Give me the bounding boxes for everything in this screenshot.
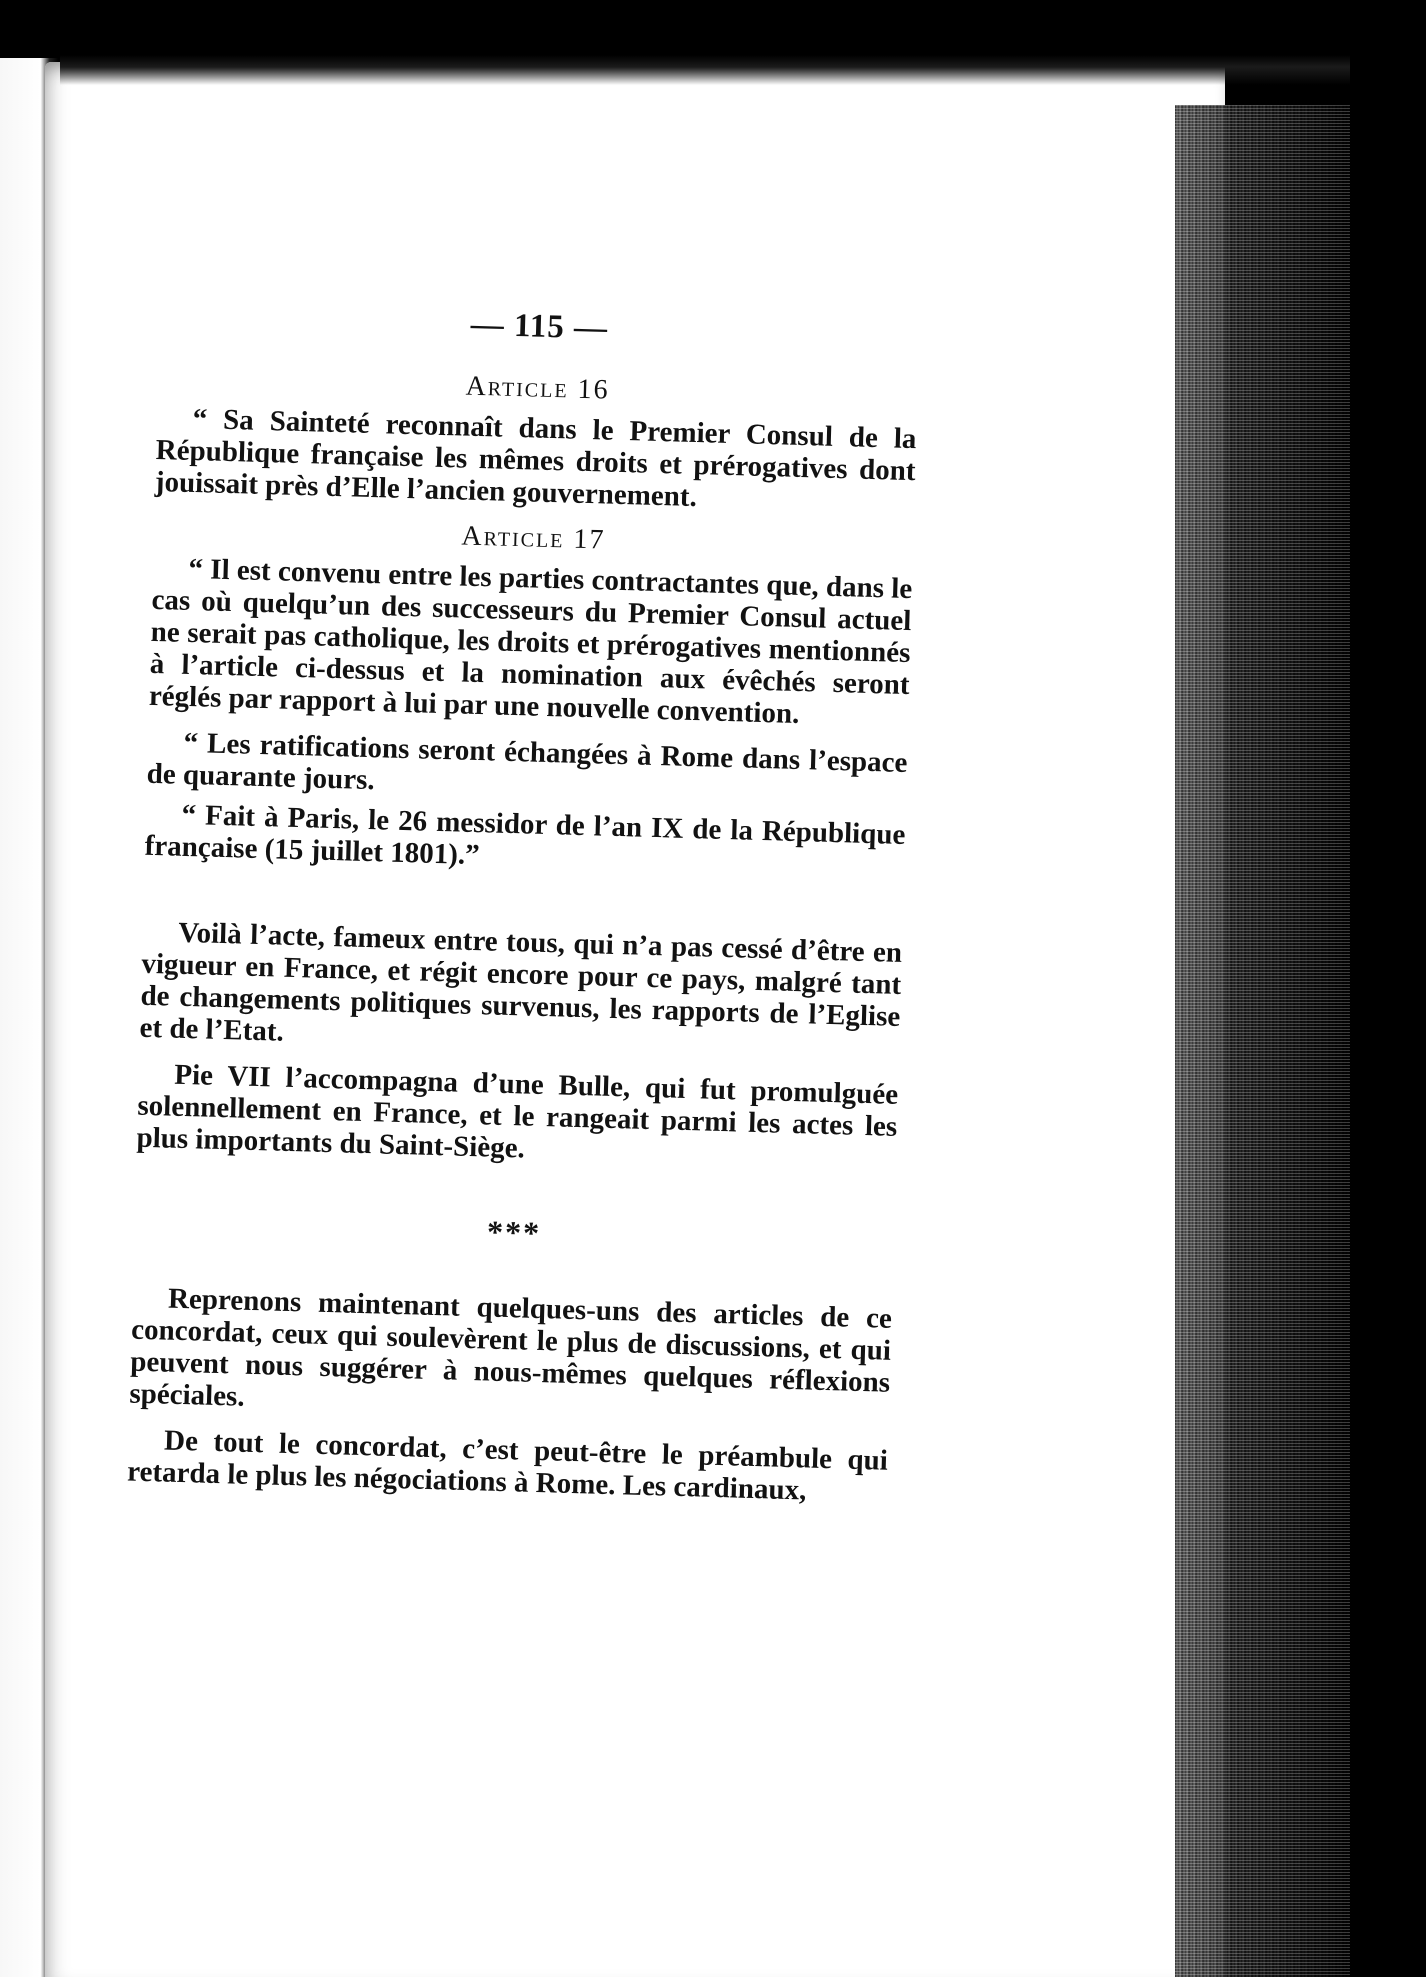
article-17-paragraph-1: “ Il est convenu entre les parties contractantes que, dans le cas où quelqu’un des successeurs du Premier Consul actuel ne serait pas catholique, les droits et prérogatives mentionnés à l’article ci-dessus et la nomination aux évêchés seront réglés par rapport à lui par une nouvelle convention. (148, 552, 913, 731)
page-stack-edge (1175, 105, 1350, 1977)
page-number: — 115 — (470, 306, 609, 347)
article-16-text: “ Sa Sainteté reconnaît dans le Premier Consul de la République française les mêmes droits et prérogatives dont jouissait près d’Elle l’ancien gouvernement. (154, 402, 917, 514)
page-text (126, 300, 919, 1523)
body-paragraph-4: De tout le concordat, c’est peut-être le préambule qui retarda le plus les négociations à Rome. Les cardinaux, (126, 1424, 889, 1507)
article-17-paragraph-3: “ Fait à Paris, le 26 messidor de l’an IX de la République française (15 juillet 1801).” (144, 798, 906, 872)
section-separator: *** (486, 1213, 542, 1251)
article-17-paragraph-2: “ Les ratifications seront échangées à Rome dans l’espace de quarante jours. (146, 726, 908, 797)
article-16-heading: Article 16 (465, 370, 611, 406)
article-17-heading: Article 17 (461, 520, 606, 556)
body-paragraph-1: Voilà l’acte, fameux entre tous, qui n’a pas cessé d’être en vigueur en France, et régit encore pour ce pays, malgré tant de changements politiques survenus, les rapports de l’Eglise et de l’Etat. (139, 916, 903, 1048)
body-paragraph-3: Reprenons maintenant quelques-uns des articles de ce concordat, ceux qui soulevèrent le plus de discussions, et qui peuvent nous suggérer à nous-mêmes quelques réflexions spéciales. (129, 1282, 893, 1413)
body-paragraph-2: Pie VII l’accompagna d’une Bulle, qui fut promulguée solennellement en France, et le rangeait parmi les actes les plus importants du Saint-Siège. (136, 1058, 899, 1165)
top-edge-shadow (60, 55, 1350, 85)
